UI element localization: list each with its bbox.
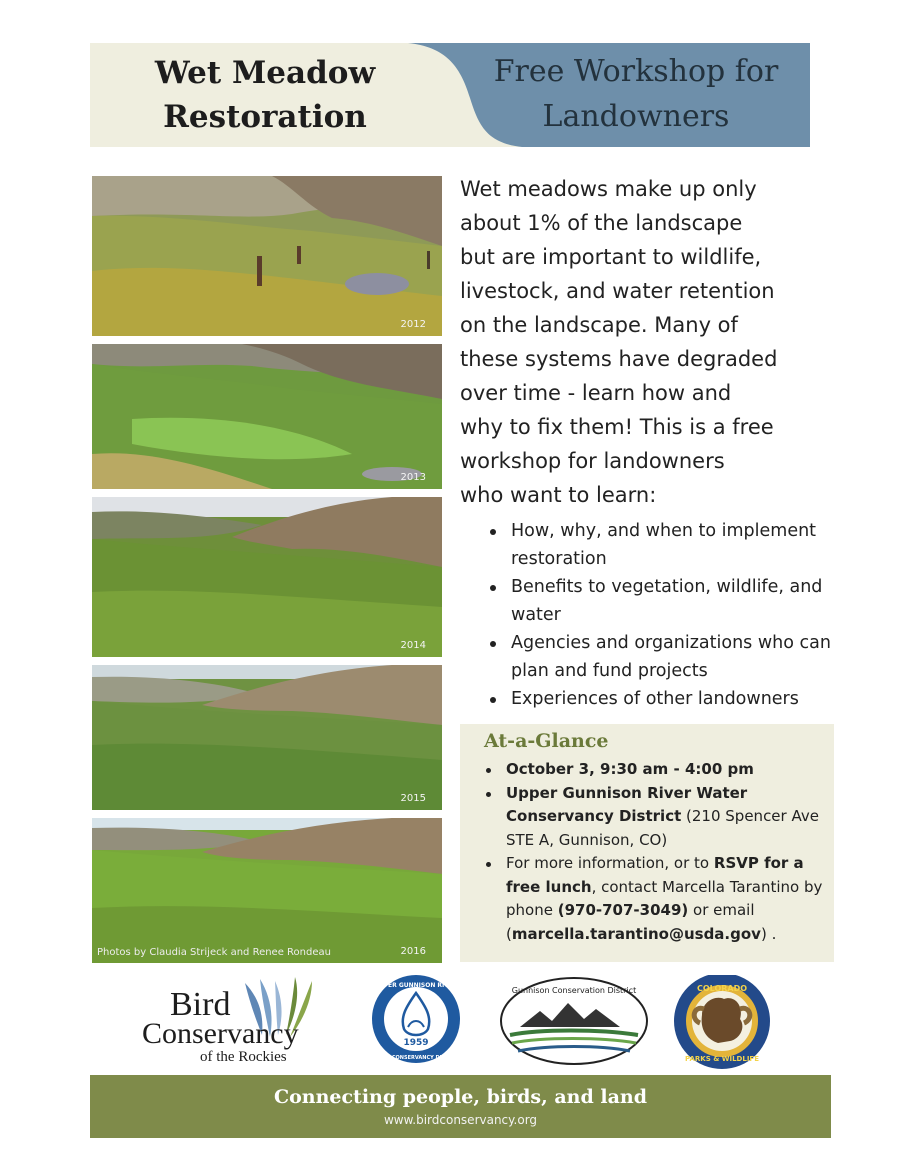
learn-item: How, why, and when to implement restoration	[488, 518, 833, 573]
photo-credit: Photos by Claudia Strijeck and Renee Rondeau	[97, 947, 331, 958]
glance-item-date	[486, 758, 826, 782]
photo-year-label: 2016	[400, 946, 426, 957]
info-prefix: For more information, or to	[506, 854, 714, 872]
photo-year-label: 2015	[400, 793, 426, 804]
glance-list	[486, 758, 826, 946]
meadow-photo-image	[92, 176, 442, 336]
ugrwcd-top-text: UPPER GUNNISON RIVER	[374, 982, 458, 989]
footer-bar	[90, 1075, 831, 1138]
intro-line: livestock, and water retention	[460, 279, 775, 303]
footer-website-link[interactable]: www.birdconservancy.org	[383, 1113, 538, 1127]
colorado-parks-wildlife-logo	[676, 975, 768, 1067]
photo-year-label: 2013	[400, 472, 426, 483]
photo-year-label: 2012	[400, 319, 426, 330]
page-title	[90, 51, 440, 139]
intro-line: over time - learn how and	[460, 381, 732, 405]
meadow-photo-image	[92, 497, 442, 657]
meadow-photo-2014	[92, 497, 442, 657]
subtitle-line-1: Free Workshop for	[493, 54, 779, 89]
photo-year-label: 2014	[400, 640, 426, 651]
cpw-top-text: COLORADO	[696, 984, 748, 993]
intro-line: about 1% of the landscape	[460, 211, 743, 235]
intro-line: who want to learn:	[460, 483, 657, 507]
title-line-1: Wet Meadow	[154, 55, 376, 91]
bird-logo-line2: Conservancy	[142, 1017, 299, 1050]
intro-paragraph	[460, 172, 832, 512]
event-date: October 3, 9:30 am - 4:00 pm	[506, 760, 754, 778]
rsvp-text: RSVP for a free lunch	[506, 854, 804, 896]
cpw-bottom-text: PARKS & WILDLIFE	[685, 1055, 759, 1063]
info-end: ) .	[760, 924, 777, 943]
header-banner	[90, 43, 810, 147]
intro-line: why to fix them! This is a free	[460, 415, 774, 439]
info-or: or email (	[506, 901, 755, 943]
info-mid: , contact Marcella Tarantino by phone	[506, 877, 823, 919]
intro-line: workshop for landowners	[460, 449, 725, 473]
learn-item: Benefits to vegetation, wildlife, and water	[488, 574, 833, 629]
meadow-photo-2013	[92, 344, 442, 489]
intro-line: Wet meadows make up only	[460, 177, 757, 201]
meadow-photo-2016	[92, 818, 442, 963]
meadow-photo-2015	[92, 665, 442, 810]
intro-line: but are important to wildlife,	[460, 245, 762, 269]
footer-tagline: Connecting people, birds, and land	[273, 1086, 648, 1108]
ugrwcd-year: 1959	[403, 1038, 429, 1048]
bird-logo-line1: Bird	[170, 986, 231, 1023]
meadow-photo-2012	[92, 176, 442, 336]
bird-logo-line3: of the Rockies	[200, 1049, 287, 1065]
partner-logos	[90, 975, 810, 1070]
title-line-2: Restoration	[163, 99, 367, 135]
at-a-glance-box	[460, 724, 834, 962]
ugrwcd-bottom-text: WATER CONSERVANCY DISTRICT	[370, 1055, 462, 1061]
contact-phone: (970-707-3049)	[557, 901, 689, 919]
learn-item: Agencies and organizations who can plan and fund projects	[488, 630, 833, 685]
learn-list	[488, 518, 833, 715]
venue-address: (210 Spencer Ave STE A, Gunnison, CO)	[506, 807, 819, 849]
meadow-photo-image	[92, 665, 442, 810]
glance-title: At-a-Glance	[484, 730, 609, 752]
bird-conservancy-logo	[142, 977, 312, 1065]
ugrwcd-logo	[371, 975, 462, 1063]
subtitle-line-2: Landowners	[542, 99, 730, 134]
intro-line: these systems have degraded	[460, 347, 778, 371]
intro-line: on the landscape. Many of	[460, 313, 738, 337]
page-subtitle	[462, 49, 810, 139]
glance-item-contact	[486, 852, 826, 946]
meadow-photo-image	[92, 818, 442, 963]
learn-item: Experiences of other landowners	[488, 686, 833, 714]
contact-email: marcella.tarantino@usda.gov	[511, 924, 761, 943]
meadow-photo-image	[92, 344, 442, 489]
glance-item-venue	[486, 782, 826, 853]
venue-name: Upper Gunnison River Water Conservancy District	[506, 783, 748, 825]
gunnison-conservation-district-logo	[501, 978, 647, 1064]
gcd-name: Gunnison Conservation District	[511, 986, 637, 995]
